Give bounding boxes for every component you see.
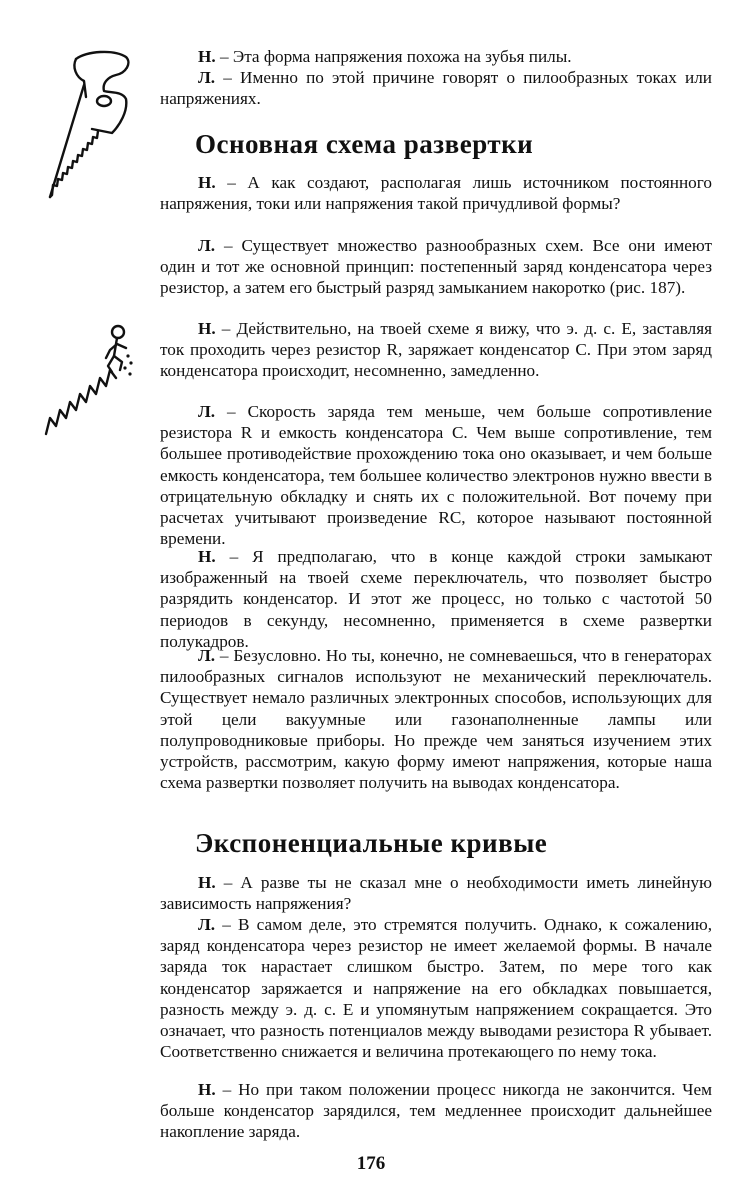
dialog-paragraph: Н. – А разве ты не сказал мне о необходимости иметь линейную зависимость напряжения?: [160, 873, 712, 914]
dialog-paragraph: Л. – Безусловно. Но ты, конечно, не сомневаешься, что в генераторах пилообразных сигналов используют не механический переключатель. Существует немало различных электронных способов, использующих для этой цели вакуумные или газонаполненные лампы или полупроводниковые приборы. Но прежде чем заняться изучением этих устройств, рассмотрим, какую форму имеют напряжения, которые наша схема развертки позволяет получить на выводах конденсатора.: [160, 646, 712, 793]
stair-climber-illustration: [40, 322, 140, 442]
dialog-paragraph: Н. – А как создают, располагая лишь источником постоянного напряжения, токи или напряжения такой причудливой формы?: [160, 173, 712, 214]
dialog-paragraph: Н. – Я предполагаю, что в конце каждой строки замыкают изображенный на твоей схеме переключатель, что позволяет быстро разрядить конденсатор. И этот же процесс, но только с частотой 50 периодов в секунду, несомненно, применяется в схеме развертки полукадров.: [160, 547, 713, 651]
section-heading: Экспоненциальные кривые: [195, 828, 548, 858]
dialog-paragraph: Н. – Но при таком положении процесс никогда не закончится. Чем больше конденсатор зарядился, тем медленнее происходит дальнейшее накопление заряда.: [160, 1080, 712, 1142]
dialog-paragraph: Л. – Именно по этой причине говорят о пилообразных токах или напряжениях.: [160, 68, 712, 109]
dialog-paragraph: Н. – Эта форма напряжения похожа на зубья пилы.: [198, 47, 572, 66]
dialog-paragraph: Л. – Скорость заряда тем меньше, чем больше сопротивление резистора R и емкость конденсатора C. Чем выше сопротивление, тем большее противодействие прохождению тока оно оказывает, и чем больше емкость конденсатора, тем большее количество электронов нужно ввести в отрицательную обкладку и снять их с положительной. Вот почему при расчетах учитывают произведение RC, которое называют постоянной времени.: [160, 402, 713, 549]
page-number: 176: [356, 1153, 386, 1174]
section-heading: Основная схема развертки: [195, 129, 534, 159]
dialog-paragraph: Л. – Существует множество разнообразных схем. Все они имеют один и тот же основной принцип: постепенный заряд конденсатора через резистор, а затем его быстрый разряд замыканием накоротко (рис. 187).: [160, 236, 713, 298]
dialog-paragraph: Л. – В самом деле, это стремятся получить. Однако, к сожалению, заряд конденсатора через резистор не имеет желаемой формы. В начале заряда ток нарастает слишком быстро. Затем, по мере того как конденсатор заряжается и напряжение на его обкладках повышается, разность между э. д. с. E и упомянутым напряжением сокращается. Это означает, что разность потенциалов между выводами резистора R убывает. Соответственно снижается и величина протекающего по нему тока.: [160, 915, 712, 1062]
saw-illustration: [40, 45, 135, 205]
dialog-paragraph: Н. – Действительно, на твоей схеме я вижу, что э. д. с. E, заставляя ток проходить через резистор R, заряжает конденсатор C. При этом заряд конденсатора происходит, несомненно, замедленно.: [160, 319, 712, 381]
